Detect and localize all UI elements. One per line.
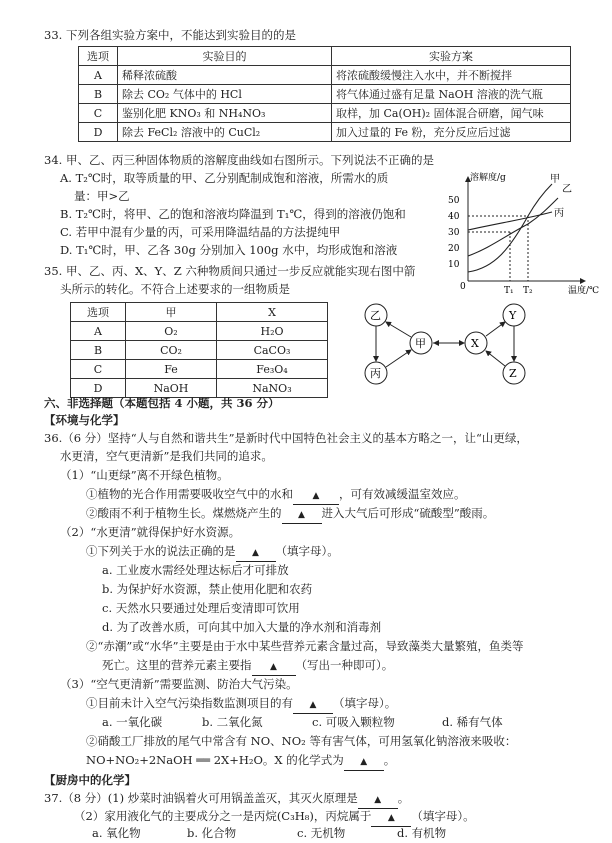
q37-options: [92, 826, 572, 841]
q35-stem-line2: 头所示的转化。不符合上述要求的一组物质是: [60, 282, 290, 296]
option-item: a. 氧化物: [92, 826, 141, 840]
x-tick-label: T₂: [523, 286, 533, 296]
y-tick-label: 40: [448, 212, 460, 222]
q33-table: [78, 46, 571, 142]
arrow-bing-jia: [386, 350, 411, 367]
q36-part2b-line1: ②“赤潮”或“水华”主要是由于水中某些营养元素含量过高，导致藻类大量繁殖，鱼类等: [86, 639, 524, 653]
table-cell: D: [79, 123, 118, 142]
blank-marker: ▲: [312, 491, 320, 501]
table-cell: 除去 FeCl₂ 溶液中的 CuCl₂: [118, 123, 332, 142]
y-tick-label: 20: [448, 244, 460, 254]
table-cell: O₂: [126, 322, 217, 341]
q36-option-b: b. 为保护好水资源，禁止使用化肥和农药: [102, 582, 313, 596]
q36-part3b-line2: [86, 753, 395, 771]
q37-line1: [44, 791, 409, 809]
table-row: [79, 104, 571, 123]
option-item: b. 化合物: [187, 826, 237, 840]
table-cell: NaOH: [126, 379, 217, 398]
table-row: [79, 123, 571, 142]
answer-blank[interactable]: [282, 506, 322, 524]
table-cell: H₂O: [217, 322, 328, 341]
q36-part3b-text-end: 。: [383, 753, 396, 767]
q36-part2b-text: 死亡。这里的营养元素主要指: [102, 658, 252, 672]
table-header: X: [217, 303, 328, 322]
q33-stem: 33. 下列各组实验方案中，不能达到实验目的的是: [44, 28, 296, 42]
table-cell: CO₂: [126, 341, 217, 360]
curve-jia: [468, 184, 552, 272]
q37-line2: [74, 809, 475, 827]
table-cell: 鉴别化肥 KNO₃ 和 NH₄NO₃: [118, 104, 332, 123]
table-cell: B: [79, 85, 118, 104]
q36-part3a-options: [102, 715, 562, 730]
blank-marker: ▲: [360, 757, 368, 767]
table-cell: 取样，加 Ca(OH)₂ 固体混合研磨，闻气味: [332, 104, 571, 123]
table-cell: A: [71, 322, 126, 341]
q37-line2-text-end: （填字母）。: [411, 809, 475, 823]
q36-part2b-text-end: （写出一种即可）。: [295, 658, 394, 672]
env-section-header: 【环境与化学】: [44, 413, 125, 427]
table-header: 实验方案: [332, 47, 571, 66]
q36-option-d: d. 为了改善水质，可向其中加入大量的净水剂和消毒剂: [102, 620, 382, 634]
q36-part1: （1）“山更绿”离不开绿色植物。: [60, 468, 229, 482]
q34-option-a-cont: 量：甲>乙: [74, 189, 130, 203]
option-item: b. 二氧化氮: [202, 715, 263, 729]
q36-part2b-line2: [102, 658, 393, 676]
q36-part1b: [86, 506, 494, 524]
table-cell: Fe: [126, 360, 217, 379]
blank-marker: ▲: [298, 510, 305, 520]
arrow-z-x: [486, 351, 505, 366]
table-row: [79, 85, 571, 104]
q34-option-b: B. T₂℃时，将甲、乙的饱和溶液均降温到 T₁℃，得到的溶液仍饱和: [60, 207, 406, 221]
table-header: 甲: [126, 303, 217, 322]
table-row: [79, 47, 571, 66]
blank-marker: ▲: [252, 548, 259, 558]
answer-blank[interactable]: [252, 658, 296, 676]
q36-part3b-line1: ②硝酸工厂排放的尾气中常含有 NO、NO₂ 等有害气体，可用氢氧化钠溶液来吸收：: [86, 734, 517, 748]
table-cell: CaCO₃: [217, 341, 328, 360]
q36-part3: （3）“空气更清新”需要监测、防治大气污染。: [60, 677, 298, 691]
table-cell: D: [71, 379, 126, 398]
q36-part1a: [86, 487, 466, 505]
table-row: [71, 303, 328, 322]
table-cell: 加入过量的 Fe 粉，充分反应后过滤: [332, 123, 571, 142]
q35-stem-line1: 35. 甲、乙、丙、X、Y、Z 六种物质间只通过一步反应就能实现右图中箭: [44, 264, 416, 278]
option-item: c. 可吸入颗粒物: [312, 715, 395, 729]
option-item: d. 稀有气体: [442, 715, 503, 729]
q36-part1a-text-end: ，可有效减缓温室效应。: [339, 487, 466, 501]
node-label: 乙: [370, 309, 381, 322]
q37-line1-text: 37.（8 分）(1) 炒菜时油锅着火可用锅盖盖灭，其灭火原理是: [44, 791, 358, 805]
answer-blank[interactable]: [236, 544, 276, 562]
table-header: 选项: [71, 303, 126, 322]
q36-part1a-text: ①植物的光合作用需要吸收空气中的水和: [86, 487, 293, 501]
curve-label: 丙: [554, 208, 564, 219]
table-row: [71, 379, 328, 398]
answer-blank[interactable]: [358, 791, 398, 809]
section-6-heading: 六、非选择题（本题包括 4 小题，共 36 分）: [44, 396, 280, 410]
y-tick-label: 0: [460, 282, 466, 292]
curve-bing: [468, 212, 552, 230]
q36-equation: NO+NO₂+2NaOH ══ 2X+H₂O。X 的化学式为: [86, 753, 344, 767]
answer-blank[interactable]: [344, 753, 384, 771]
q36-part2a: [86, 544, 339, 562]
q36-part1b-text: ②酸雨不利于植物生长。煤燃烧产生的: [86, 506, 282, 520]
x-tick-label: T₁: [504, 286, 514, 296]
table-cell: 除去 CO₂ 气体中的 HCl: [118, 85, 332, 104]
table-row: [71, 322, 328, 341]
transformation-diagram: [356, 295, 552, 395]
table-cell: 将气体通过盛有足量 NaOH 溶液的洗气瓶: [332, 85, 571, 104]
q36-part3a: [86, 696, 396, 714]
node-label: Z: [509, 367, 517, 380]
q35-table: [70, 302, 328, 398]
curve-label: 乙: [562, 184, 572, 195]
kitchen-section-header: 【厨房中的化学】: [44, 773, 136, 787]
table-cell: B: [71, 341, 126, 360]
option-item: d. 有机物: [397, 826, 447, 840]
q36-part2a-text: ①下列关于水的说法正确的是: [86, 544, 236, 558]
q34-option-d: D. T₁℃时，甲、乙各 30g 分别加入 100g 水中，均形成饱和溶液: [60, 243, 398, 257]
table-row: [79, 66, 571, 85]
table-cell: A: [79, 66, 118, 85]
answer-blank[interactable]: [293, 696, 333, 714]
q36-part3a-text: ①目前未计入空气污染指数监测项目的有: [86, 696, 293, 710]
option-item: c. 无机物: [297, 826, 346, 840]
y-tick-label: 50: [448, 196, 460, 206]
table-cell: 将浓硫酸缓慢注入水中，并不断搅拌: [332, 66, 571, 85]
blank-marker: ▲: [374, 795, 382, 805]
y-tick-label: 10: [448, 260, 460, 270]
q37-line2-text: （2）家用液化气的主要成分之一是丙烷(C₃H₈)，丙烷属于: [74, 809, 372, 823]
x-axis-arrow: [580, 278, 586, 284]
answer-blank[interactable]: [293, 487, 339, 505]
q34-option-c: C. 若甲中混有少量的丙，可采用降温结晶的方法提纯甲: [60, 225, 341, 239]
option-item: a. 一氧化碳: [102, 715, 163, 729]
answer-blank[interactable]: [371, 809, 411, 827]
q36-line2: 水更清，空气更清新”是我们共同的追求。: [60, 449, 273, 463]
table-cell: NaNO₃: [217, 379, 328, 398]
curve-label: 甲: [550, 174, 560, 185]
q37-line1-text-end: 。: [397, 791, 410, 805]
table-cell: 稀释浓硫酸: [118, 66, 332, 85]
q36-option-c: c. 天然水只要通过处理后变清即可饮用: [102, 601, 300, 615]
table-row: [71, 341, 328, 360]
q34-stem: 34. 甲、乙、丙三种固体物质的溶解度曲线如右图所示。下列说法不正确的是: [44, 153, 434, 167]
q36-part1b-text-end: 进入大气后可形成“硫酸型”酸雨。: [321, 506, 495, 520]
q36-part2: （2）“水更清”就得保护好水资源。: [60, 525, 241, 539]
arrow-x-y: [486, 322, 505, 336]
blank-marker: ▲: [387, 813, 395, 823]
q34-option-a: A. T₂℃时，取等质量的甲、乙分别配制成饱和溶液，所需水的质: [60, 171, 389, 185]
q36-line1: 36.（6 分）坚持“人与自然和谐共生”是新时代中国特色社会主义的基本方略之一，让“山更绿，: [44, 431, 528, 445]
node-label: Y: [509, 309, 517, 322]
y-axis-label: 溶解度/g: [470, 173, 506, 183]
table-cell: C: [71, 360, 126, 379]
node-label: X: [471, 337, 479, 350]
q36-part3a-text-end: （填字母）。: [333, 696, 397, 710]
node-label: 丙: [370, 367, 381, 380]
blank-marker: ▲: [309, 700, 317, 710]
solubility-chart: [440, 168, 610, 296]
arrow-jia-yi: [386, 322, 411, 337]
q36-option-a: a. 工业废水需经处理达标后才可排放: [102, 563, 289, 577]
table-cell: C: [79, 104, 118, 123]
q36-part2a-text-end: （填字母）。: [275, 544, 339, 558]
blank-marker: ▲: [270, 662, 277, 672]
table-cell: Fe₃O₄: [217, 360, 328, 379]
x-axis-label: 温度/℃: [568, 286, 600, 296]
table-row: [71, 360, 328, 379]
table-header: 实验目的: [118, 47, 332, 66]
y-tick-label: 30: [448, 228, 460, 238]
table-header: 选项: [79, 47, 118, 66]
node-label: 甲: [415, 337, 426, 350]
